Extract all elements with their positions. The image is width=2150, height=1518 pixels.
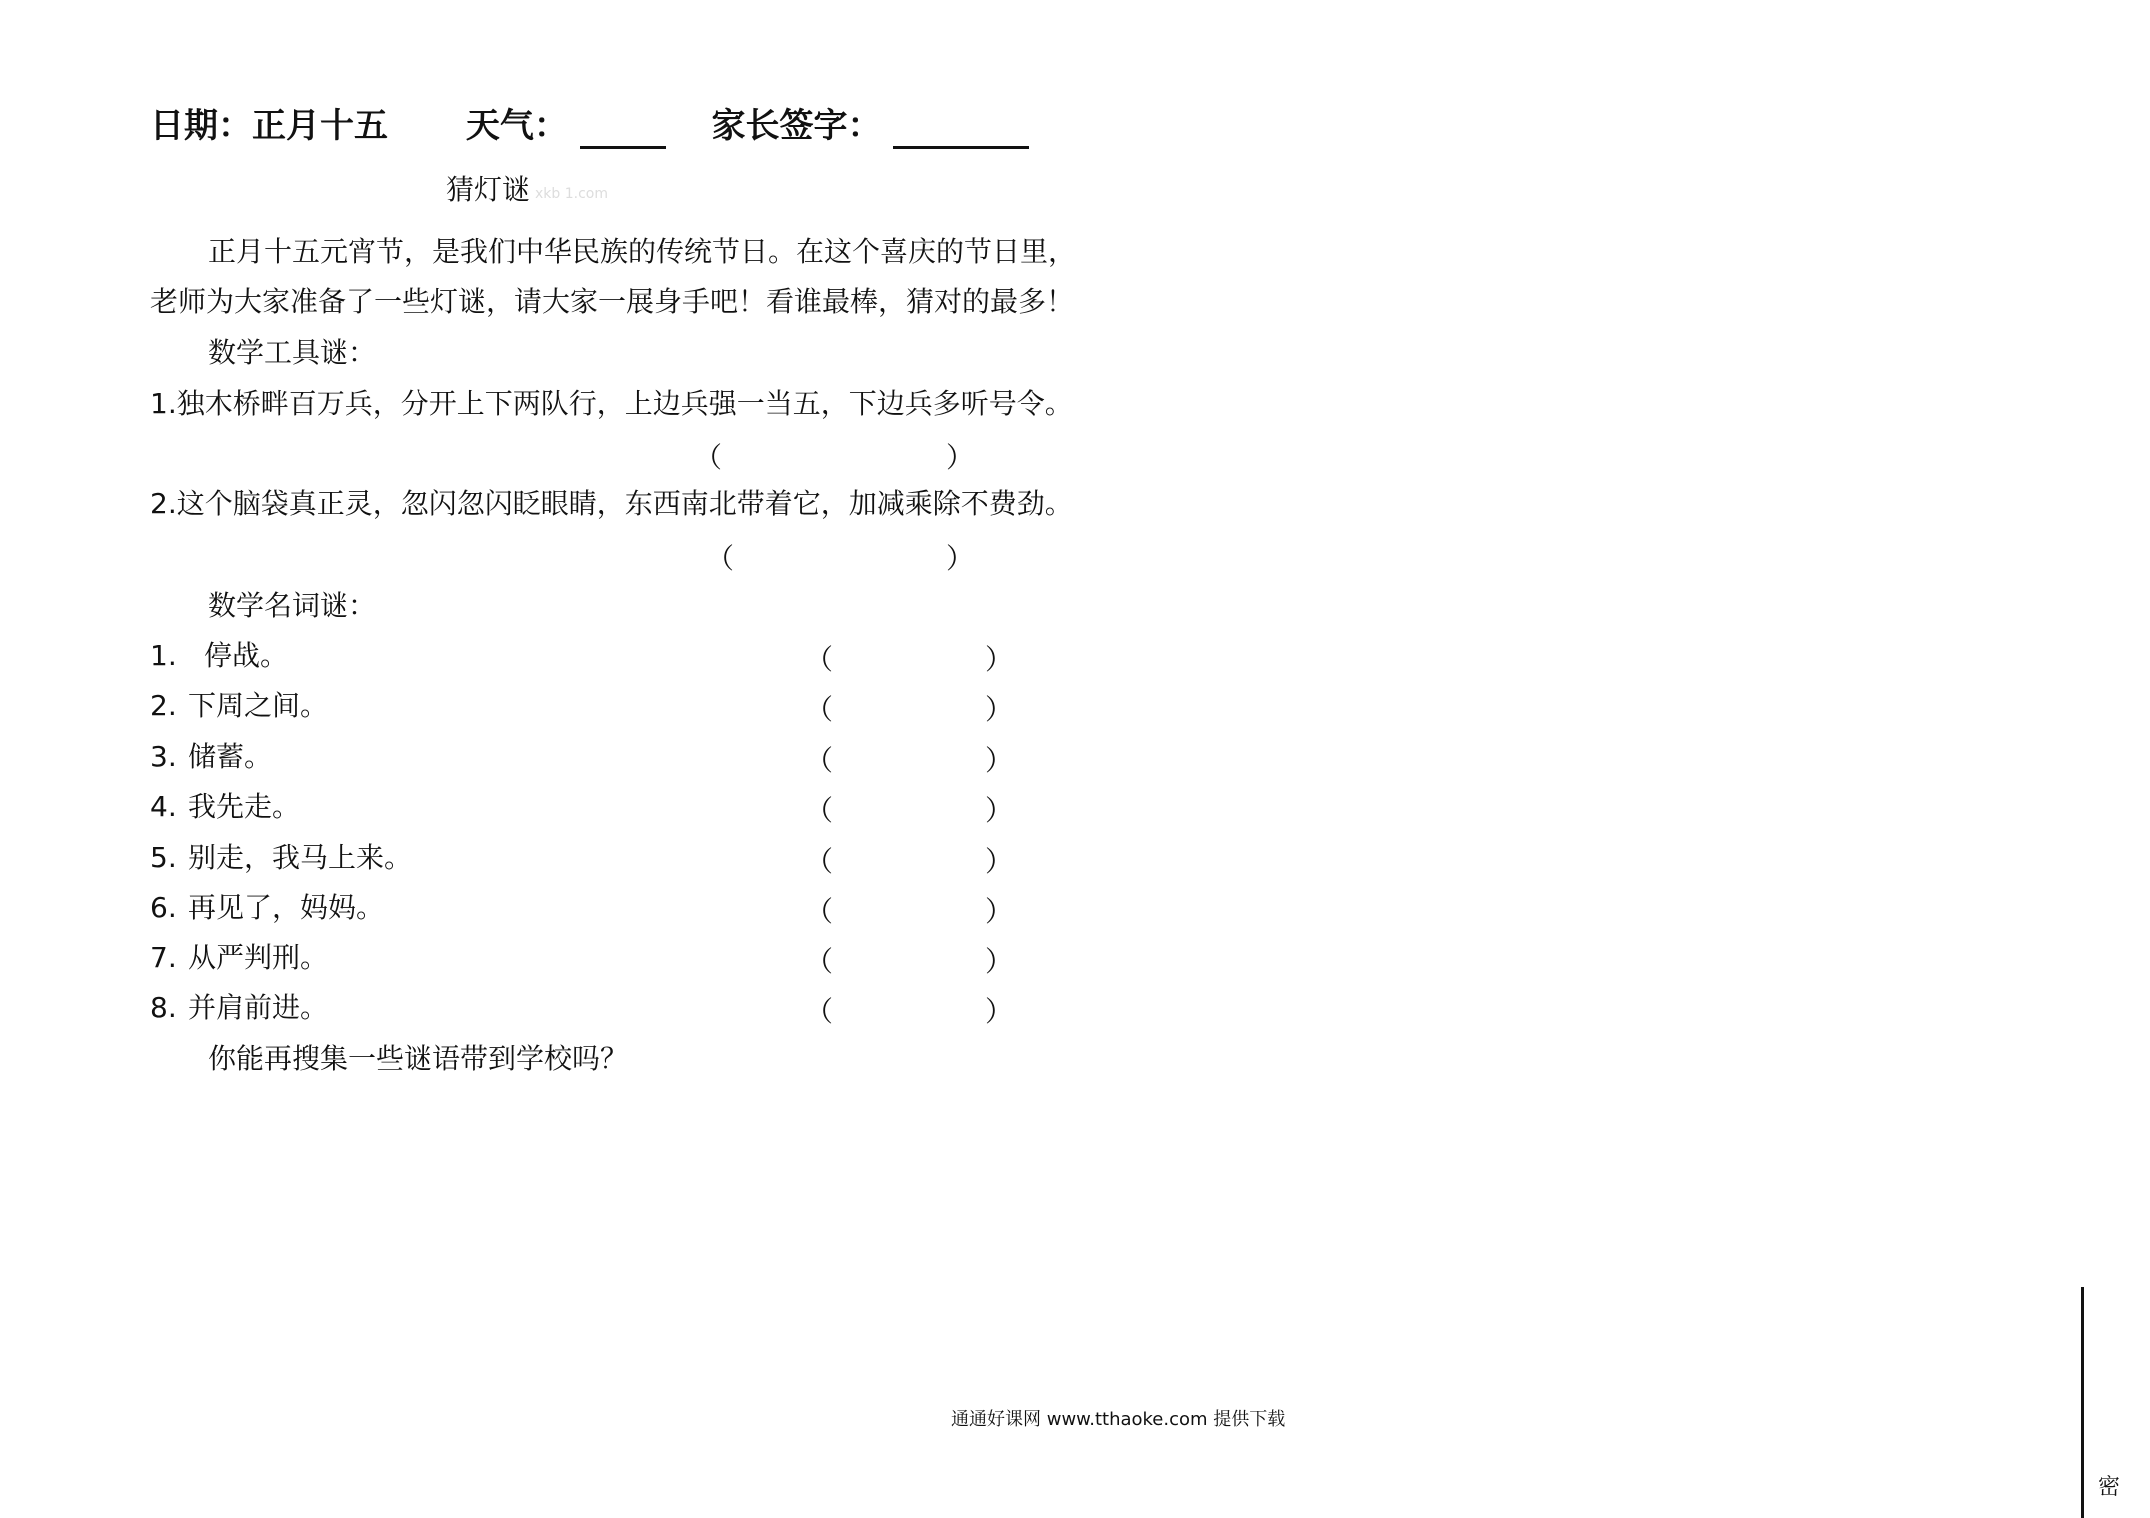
answer-paren-open: （ [805, 895, 834, 928]
term-text-5: 别走，我马上来。 [188, 841, 413, 874]
closing-question: 你能再搜集一些谜语带到学校吗？ [208, 1042, 629, 1075]
answer-paren-close: ） [985, 643, 1014, 676]
signature-label: 家长签字： [711, 106, 882, 146]
term-num-8: 8. [150, 991, 177, 1024]
answer-paren-close: ） [946, 441, 975, 474]
term-text-7: 从严判刑。 [188, 941, 329, 974]
page-title: 猜灯谜 [446, 173, 531, 206]
answer-paren-close: ） [985, 744, 1014, 777]
term-num-4: 4. [150, 790, 177, 823]
tools-riddle-1: 1.独木桥畔百万兵，分开上下两队行，上边兵强一当五，下边兵多听号令。 [150, 387, 1073, 420]
answer-paren-close: ） [985, 845, 1014, 878]
answer-paren-open: （ [805, 945, 834, 978]
weather-label: 天气： [465, 106, 568, 146]
signature-blank[interactable] [893, 106, 1029, 149]
term-num-3: 3. [150, 740, 177, 773]
tools-riddle-2: 2.这个脑袋真正灵，忽闪忽闪眨眼睛，东西南北带着它，加减乘除不费劲。 [150, 487, 1073, 520]
intro-line-1: 正月十五元宵节，是我们中华民族的传统节日。在这个喜庆的节日里， [208, 235, 1077, 268]
term-text-3: 储蓄。 [188, 740, 273, 773]
terms-heading: 数学名词谜： [208, 589, 377, 622]
weather-blank[interactable] [580, 106, 666, 149]
binding-margin-mark: 密 [2098, 1475, 2121, 1500]
term-num-7: 7. [150, 941, 177, 974]
answer-paren-close: ） [985, 794, 1014, 827]
faint-watermark: xkb 1.com [535, 186, 608, 202]
date-label: 日期：正月十五 [150, 106, 388, 146]
term-num-1: 1. [150, 639, 177, 672]
term-text-8: 并肩前进。 [188, 991, 329, 1024]
answer-paren-close: ） [985, 945, 1014, 978]
term-text-2: 下周之间。 [188, 689, 329, 722]
answer-paren-open: （ [805, 845, 834, 878]
answer-paren-open: （ [805, 744, 834, 777]
term-text-1: 停战。 [204, 639, 289, 672]
intro-line-2: 老师为大家准备了一些灯谜，请大家一展身手吧！看谁最棒，猜对的最多！ [150, 285, 1075, 318]
answer-paren-open: （ [694, 441, 723, 474]
term-text-6: 再见了，妈妈。 [188, 891, 385, 924]
binding-margin-line [2081, 1287, 2084, 1518]
term-num-5: 5. [150, 841, 177, 874]
tools-heading: 数学工具谜： [208, 336, 377, 369]
answer-paren-close: ） [985, 895, 1014, 928]
answer-paren-open: （ [805, 693, 834, 726]
header [150, 98, 1029, 149]
term-text-4: 我先走。 [188, 790, 301, 823]
footer-credit: 通通好课网 www.tthaoke.com 提供下载 [951, 1409, 1286, 1430]
term-num-6: 6. [150, 891, 177, 924]
answer-paren-open: （ [805, 995, 834, 1028]
answer-paren-open: （ [805, 794, 834, 827]
answer-paren-open: （ [805, 643, 834, 676]
answer-paren-close: ） [946, 542, 975, 575]
answer-paren-open: （ [706, 542, 735, 575]
answer-paren-close: ） [985, 995, 1014, 1028]
answer-paren-close: ） [985, 693, 1014, 726]
term-num-2: 2. [150, 689, 177, 722]
